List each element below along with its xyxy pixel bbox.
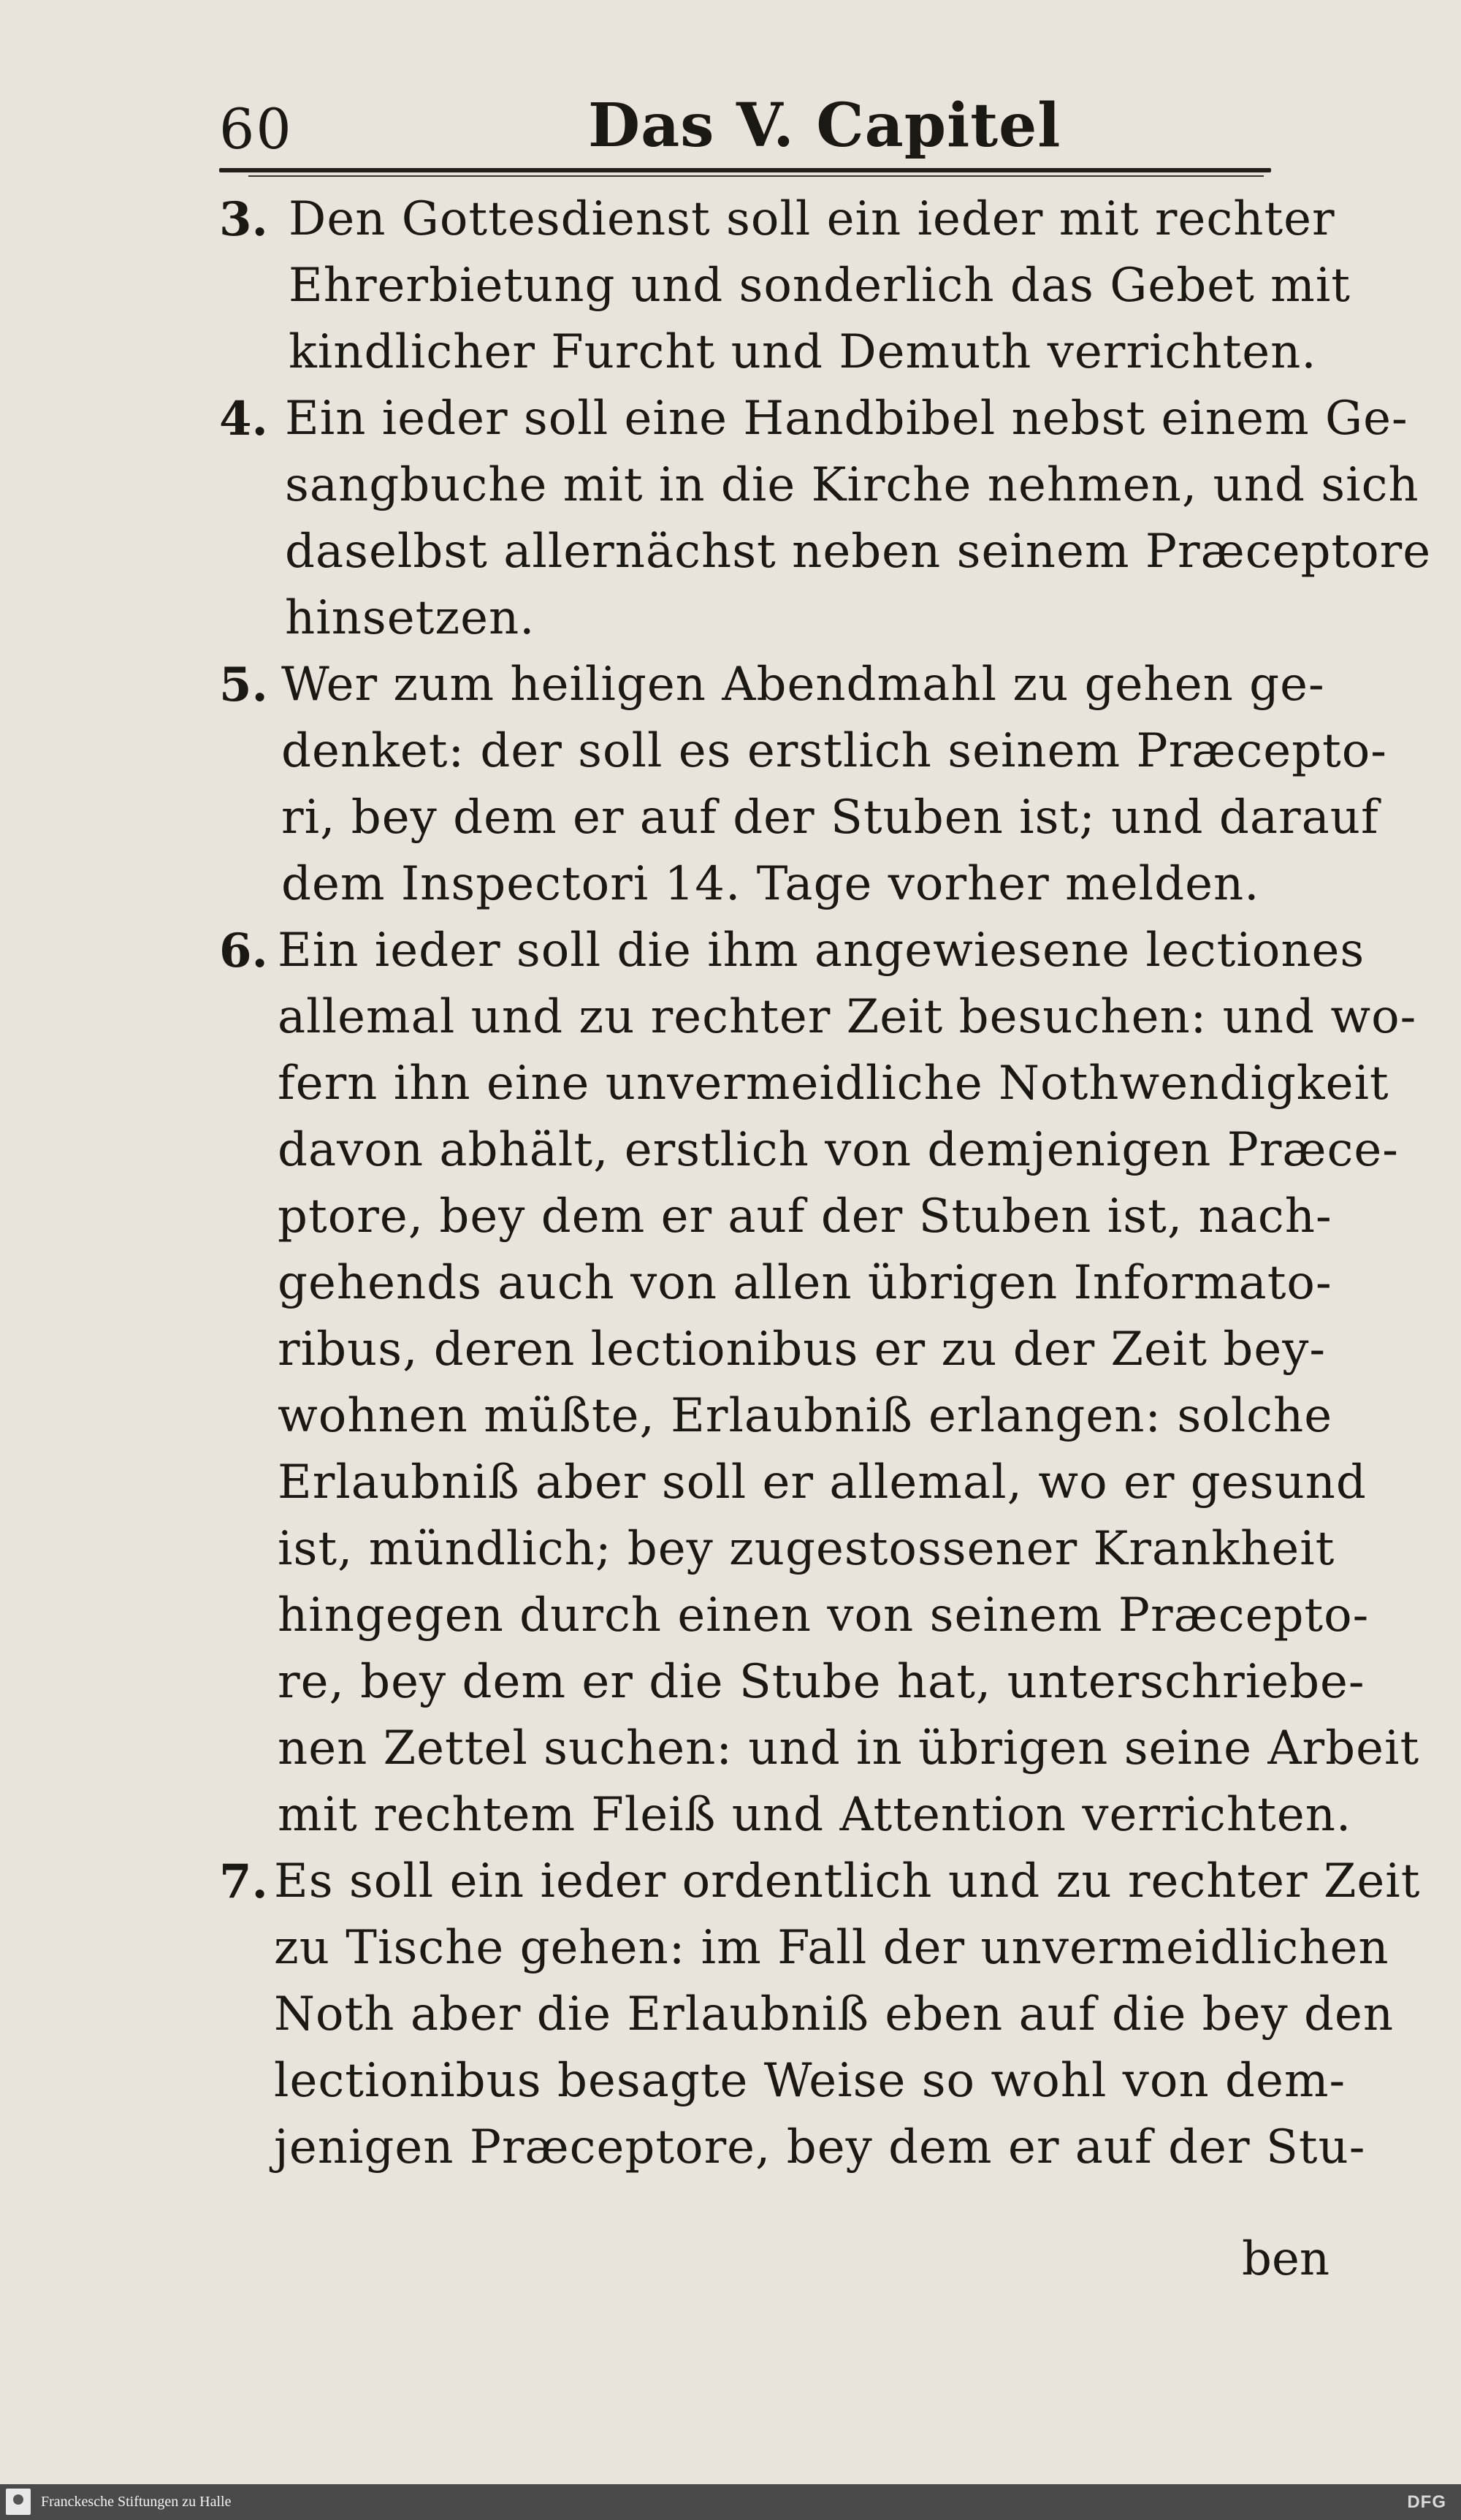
rule-text-line: mit rechtem Fleiß und Attention verrichten. bbox=[278, 1788, 1352, 1842]
rule-text-line: davon abhält, erstlich von demjenigen Præce- bbox=[278, 1123, 1399, 1177]
rule-text-line: daselbst allernächst neben seinem Præceptore bbox=[285, 525, 1432, 579]
rule-text-line: re, bey dem er die Stube hat, unterschriebe- bbox=[278, 1655, 1365, 1709]
rule-text-line: hingegen durch einen von seinem Præcepto- bbox=[278, 1588, 1370, 1642]
institution-logo-icon bbox=[6, 2489, 31, 2515]
rule-number: 3. bbox=[219, 192, 268, 247]
rule-text-line: ri, bey dem er auf der Stuben ist; und darauf bbox=[281, 791, 1379, 845]
rule-text-line: Wer zum heiligen Abendmahl zu gehen ge- bbox=[281, 658, 1325, 712]
rule-text-line: kindlicher Furcht und Demuth verrichten. bbox=[289, 325, 1317, 379]
rule-text-line: Den Gottesdienst soll ein ieder mit rechter bbox=[289, 192, 1335, 246]
rule-text-line: nen Zettel suchen: und in übrigen seine Arbeit bbox=[278, 1721, 1420, 1775]
rule-text-line: wohnen müßte, Erlaubniß erlangen: solche bbox=[278, 1389, 1333, 1443]
header-rule bbox=[219, 168, 1271, 172]
rule-text-line: gehends auch von allen übrigen Informato- bbox=[278, 1256, 1332, 1310]
rules-list bbox=[219, 186, 1432, 2181]
viewer-footer-bar bbox=[0, 2484, 1461, 2520]
running-head: Das V. Capitel bbox=[588, 91, 1061, 161]
rule-text-line: allemal und zu rechter Zeit besuchen: und wo- bbox=[278, 990, 1417, 1044]
rule-number: 7. bbox=[219, 1854, 268, 1909]
rule-text-line: dem Inspectori 14. Tage vorher melden. bbox=[281, 857, 1260, 911]
rule-text-line: Es soll ein ieder ordentlich und zu rechter Zeit bbox=[274, 1854, 1421, 1908]
catchword: ben bbox=[1242, 2232, 1330, 2286]
rule-text-line: zu Tische gehen: im Fall der unvermeidlichen bbox=[274, 1921, 1389, 1975]
rule-text-line: fern ihn eine unvermeidliche Nothwendigkeit bbox=[278, 1057, 1389, 1111]
rule-item bbox=[219, 652, 1387, 918]
rule-text-line: Ehrerbietung und sonderlich das Gebet mit bbox=[289, 259, 1351, 313]
rule-item bbox=[219, 918, 1420, 1849]
provider-logo: DFG bbox=[1407, 2492, 1446, 2512]
rule-number: 4. bbox=[219, 392, 268, 446]
rule-text-line: ptore, bey dem er auf der Stuben ist, nach- bbox=[278, 1189, 1332, 1244]
rule-text-line: Ein ieder soll eine Handbibel nebst einem Ge- bbox=[285, 392, 1408, 446]
rule-text-line: denket: der soll es erstlich seinem Præcepto- bbox=[281, 724, 1387, 778]
institution-name: Franckesche Stiftungen zu Halle bbox=[41, 2494, 232, 2510]
rule-text-line: ist, mündlich; bey zugestossener Krankheit bbox=[278, 1522, 1335, 1576]
rule-item bbox=[219, 386, 1432, 652]
rule-text-line: hinsetzen. bbox=[285, 591, 535, 645]
rule-number: 5. bbox=[219, 658, 268, 712]
rule-text-line: lectionibus besagte Weise so wohl von dem- bbox=[274, 2054, 1346, 2108]
rule-number: 6. bbox=[219, 924, 268, 978]
rule-item bbox=[219, 186, 1373, 386]
rule-text-line: Ein ieder soll die ihm angewiesene lectiones bbox=[278, 924, 1365, 978]
rule-text-line: jenigen Præceptore, bey dem er auf der Stu- bbox=[274, 2120, 1366, 2174]
page-number: 60 bbox=[219, 96, 293, 161]
rule-text-line: sangbuche mit in die Kirche nehmen, und sich bbox=[285, 458, 1419, 512]
rule-item bbox=[219, 1849, 1421, 2181]
rule-text-line: Erlaubniß aber soll er allemal, wo er gesund bbox=[278, 1455, 1367, 1510]
header-rule-secondary bbox=[248, 175, 1264, 177]
rule-text-line: Noth aber die Erlaubniß eben auf die bey den bbox=[274, 1987, 1395, 2041]
rule-text-line: ribus, deren lectionibus er zu der Zeit bey- bbox=[278, 1322, 1326, 1377]
page-header bbox=[219, 86, 1351, 167]
